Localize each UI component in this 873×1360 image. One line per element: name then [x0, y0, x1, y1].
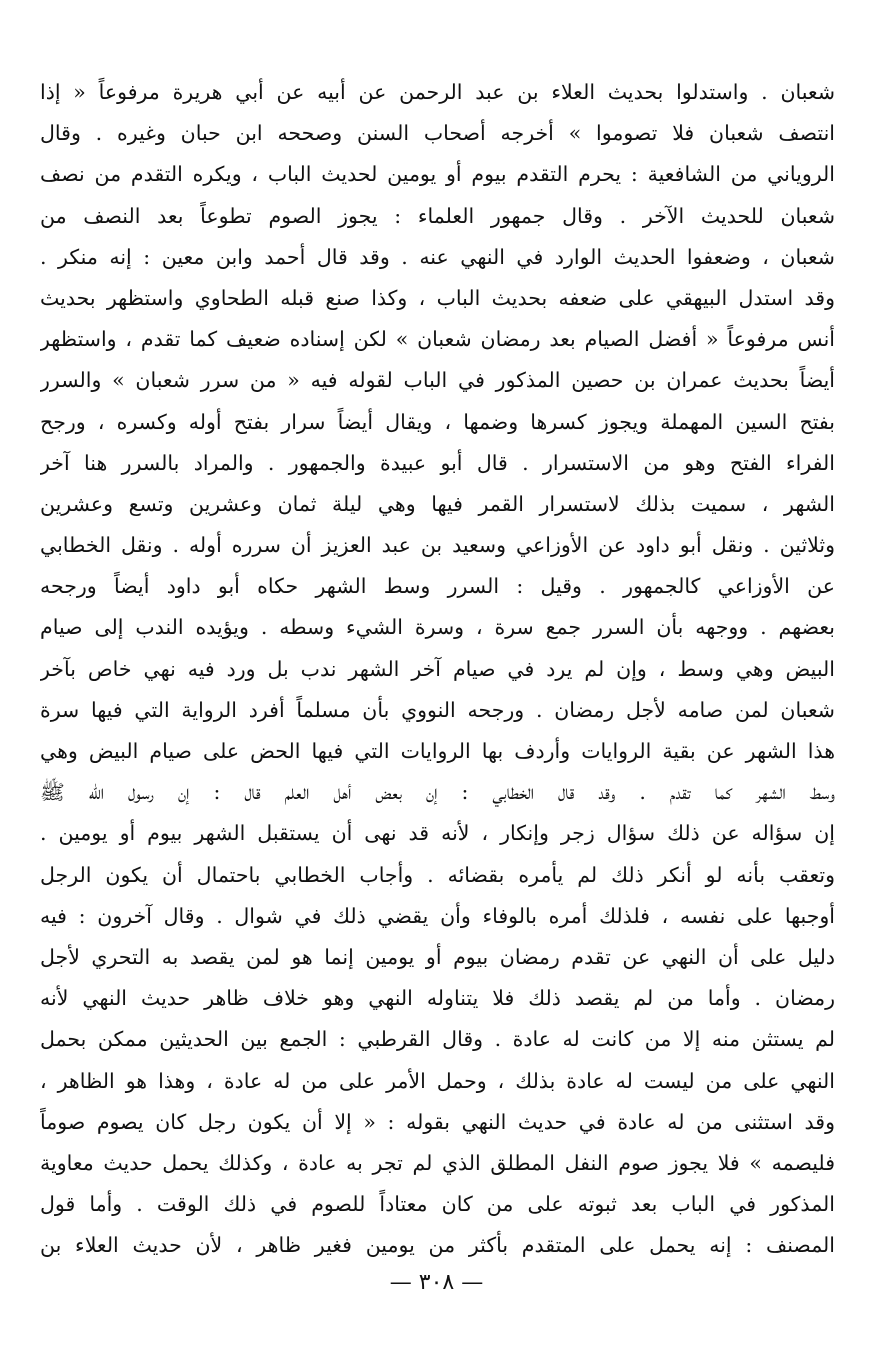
text-line: لم يستثن منه إلا من كانت له عادة . وقال القرطبي : الجمع بين الحديثين ممكن بحمل — [40, 1027, 835, 1052]
text-line: البيض وهي وسط ، وإن لم يرد في صيام آخر الشهر ندب بل ورد فيه نهي خاص بآخر — [40, 656, 835, 681]
text-line: النهي على من ليست له عادة بذلك ، وحمل الأمر على من له عادة ، وهذا هو الظاهر ، — [40, 1068, 835, 1093]
text-line: فليصمه » فلا يجوز صوم النفل المطلق الذي لم تجر به عادة ، وكذلك يحمل حديث معاوية — [40, 1150, 835, 1175]
text-line: شعبان لمن صامه لأجل رمضان . ورجحه النووي بأن مسلماً أفرد الرواية التي فيها سرة — [40, 697, 835, 722]
text-line: انتصف شعبان فلا تصوموا » أخرجه أصحاب السنن وصححه ابن حبان وغيره . وقال — [40, 121, 835, 146]
text-line: بفتح السين المهملة ويجوز كسرها وضمها ، ويقال أيضاً سرار بفتح أوله وكسره ، ورجح — [40, 409, 835, 434]
text-line: وسط الشهر كما تقدم . وقد قال الخطابي : إن بعض أهل العلم قال : إن رسول الله ﷺ — [40, 780, 835, 805]
text-line: إن سؤاله عن ذلك سؤال زجر وإنكار ، لأنه قد نهى أن يستقبل الشهر بيوم أو يومين . — [40, 821, 835, 846]
text-line: وقد استدل البيهقي على ضعفه بحديث الباب ، وكذا صنع قبله الطحاوي واستظهر بحديث — [40, 285, 835, 310]
text-line: رمضان . وأما من لم يقصد ذلك فلا يتناوله النهي وهو خلاف ظاهر حديث النهي لأنه — [40, 986, 835, 1011]
text-line: وقد استثنى من له عادة في حديث النهي بقوله : « إلا أن يكون رجل كان يصوم صوماً — [40, 1109, 835, 1134]
text-line: الشهر ، سميت بذلك لاستسرار القمر فيها وهي ليلة ثمان وعشرين وتسع وعشرين — [40, 491, 835, 516]
text-line: المذكور في الباب بعد ثبوته على من كان معتاداً للصوم في ذلك الوقت . وأما قول — [40, 1192, 835, 1217]
page-number: — ٣٠٨ — — [389, 1270, 484, 1295]
text-line: شعبان للحديث الآخر . وقال جمهور العلماء : يجوز الصوم تطوعاً بعد النصف من — [40, 203, 835, 228]
text-line: الفراء الفتح وهو من الاستسرار . قال أبو عبيدة والجمهور . والمراد بالسرر هنا آخر — [40, 450, 835, 475]
text-line: شعبان ، وضعفوا الحديث الوارد في النهي عنه . وقد قال أحمد وابن معين : إنه منكر . — [40, 244, 835, 269]
text-line: المصنف : إنه يحمل على المتقدم بأكثر من يومين فغير ظاهر ، لأن حديث العلاء بن — [40, 1233, 835, 1258]
text-line: بعضهم . ووجهه بأن السرر جمع سرة ، وسرة الشيء وسطه . ويؤيده الندب إلى صيام — [40, 615, 835, 640]
text-line: الروياني من الشافعية : يحرم التقدم بيوم أو يومين لحديث الباب ، ويكره التقدم من نصف — [40, 162, 835, 187]
text-line: شعبان . واستدلوا بحديث العلاء بن عبد الرحمن عن أبيه عن أبي هريرة مرفوعاً « إذا — [40, 80, 835, 104]
text-line: دليل على أن النهي عن تقدم رمضان بيوم أو يومين إنما هو لمن يقصد به التحري لأجل — [40, 944, 835, 969]
text-line: أوجبها على نفسه ، فلذلك أمره بالوفاء وأن يقضي ذلك في شوال . وقال آخرون : فيه — [40, 903, 835, 928]
text-line: أنس مرفوعاً « أفضل الصيام بعد رمضان شعبان » لكن إسناده ضعيف كما تقدم ، واستظهر — [40, 327, 835, 352]
text-line: عن الأوزاعي كالجمهور . وقيل : السرر وسط الشهر حكاه أبو داود أيضاً ورجحه — [40, 574, 835, 599]
text-line: وتعقب بأنه لو أنكر ذلك لم يأمره بقضائه . وأجاب الخطابي باحتمال أن يكون الرجل — [40, 862, 835, 887]
body-text — [40, 72, 835, 1266]
text-line: هذا الشهر عن بقية الروايات وأردف بها الروايات التي فيها الحض على صيام البيض وهي — [40, 739, 835, 763]
text-line: وثلاثين . ونقل أبو داود عن الأوزاعي وسعيد بن عبد العزيز أن سرره أوله . ونقل الخطابي — [40, 533, 835, 558]
text-line: أيضاً بحديث عمران بن حصين المذكور في الباب لقوله فيه « من سرر شعبان » والسرر — [40, 368, 835, 393]
